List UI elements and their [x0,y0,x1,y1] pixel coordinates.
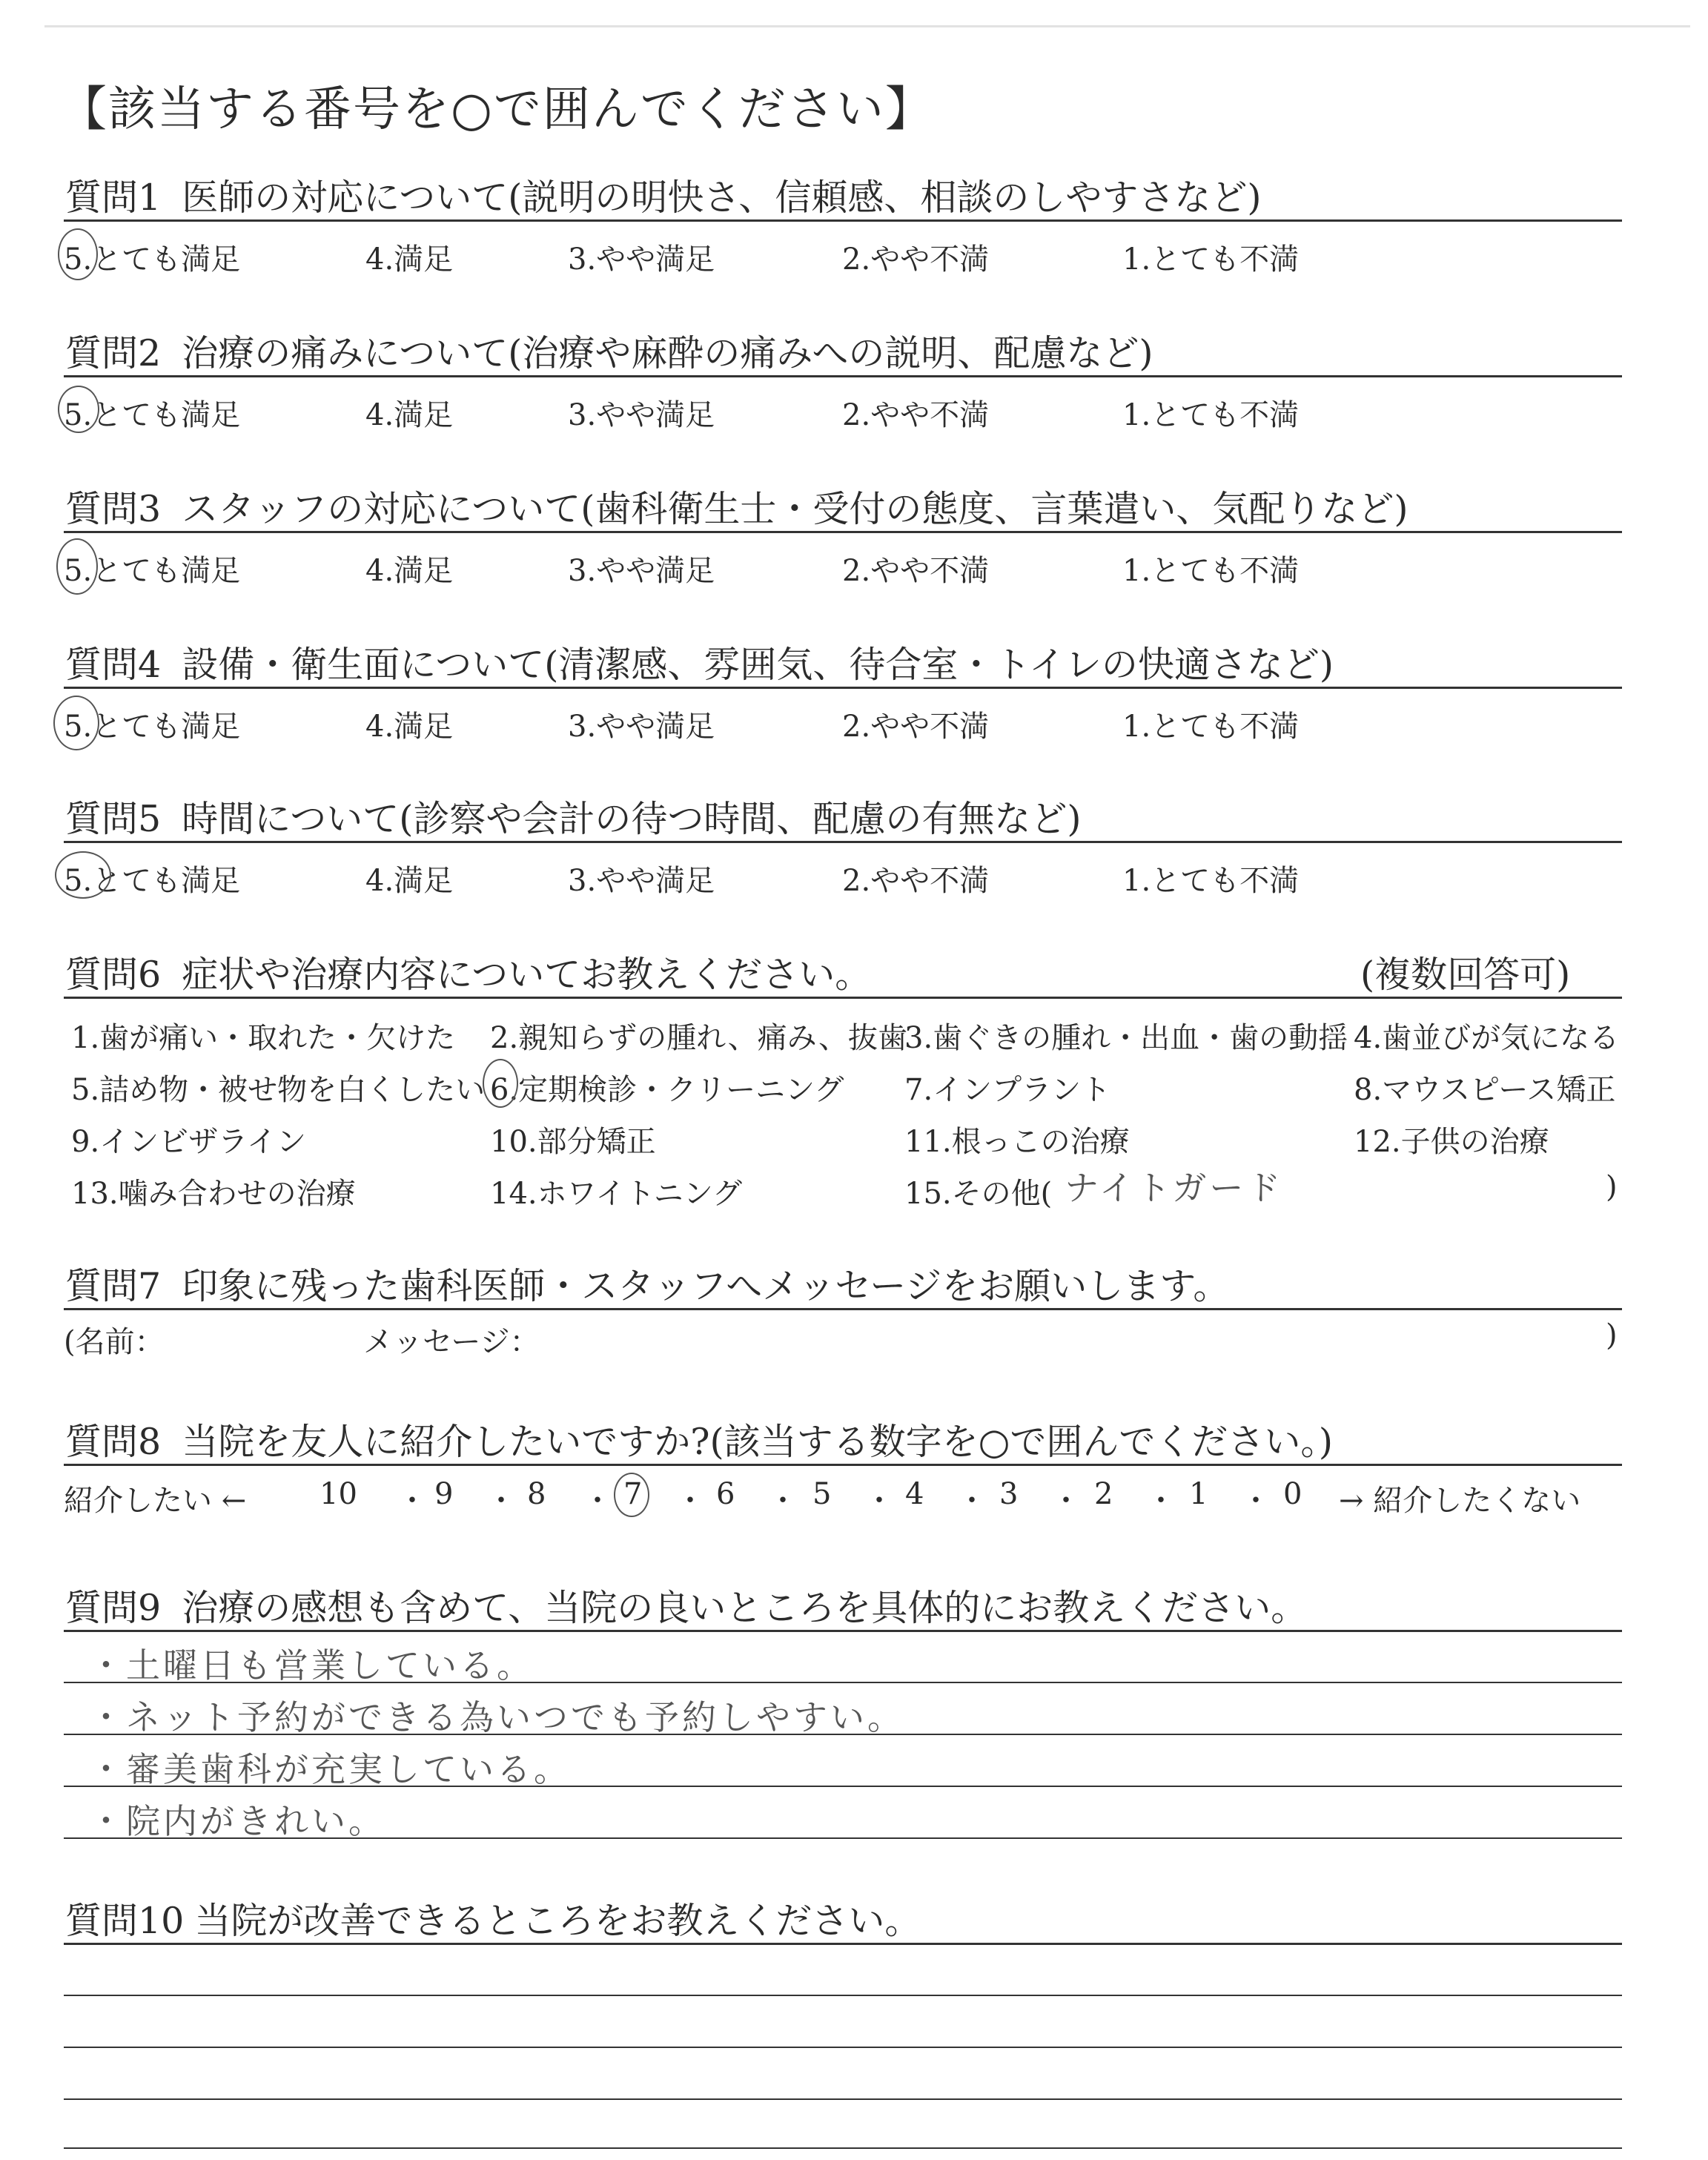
divider [64,1943,1622,1945]
option-2[interactable]: 2.親知らずの腫れ、痛み、抜歯 [490,1021,907,1055]
question-text: 治療の痛みについて(治療や麻酔の痛みへの説明、配慮など) [182,332,1153,374]
question-text: 時間について(診察や会計の待つ時間、配慮の有無など) [182,798,1082,840]
option-13[interactable]: 13.噛み合わせの治療 [71,1177,356,1211]
question-1 [65,169,1622,221]
selection-circle [614,1473,649,1517]
option-4[interactable]: 4.満足 [365,864,454,898]
question-text: 当院が改善できるところをお教えください。 [194,1900,921,1942]
option-5[interactable]: 5.とても満足 [64,242,241,277]
option-6[interactable]: 6.定期検診・クリーニング [490,1073,844,1107]
scale-6[interactable]: 6 [716,1477,735,1511]
question-number: 質問10 [65,1900,185,1942]
question-number: 質問8 [65,1421,162,1463]
answer-line[interactable] [64,2147,1622,2149]
question-text: 当院を友人に紹介したいですか?(該当する数字を○で囲んでください。) [182,1421,1333,1463]
q3-options [64,547,1621,592]
divider [64,841,1622,843]
option-2[interactable]: 2.やや不満 [842,398,990,432]
option-5[interactable]: 5.詰め物・被せ物を白くしたい [71,1073,486,1107]
q5-options [64,857,1621,902]
option-2[interactable]: 2.やや不満 [842,242,990,277]
selection-circle [58,386,99,433]
option-1[interactable]: 1.とても不満 [1122,242,1300,277]
scale-2[interactable]: 2 [1094,1477,1113,1511]
recommend-right-label: → 紹介したくない [1339,1484,1581,1518]
scale-1[interactable]: 1 [1189,1477,1208,1511]
instruction-header: 【該当する番号を○で囲んでください】 [59,82,934,137]
divider [64,1464,1622,1466]
option-4[interactable]: 4.歯並びが気になる [1354,1021,1620,1055]
divider [64,687,1622,689]
option-1[interactable]: 1.とても不満 [1122,864,1300,898]
option-3[interactable]: 3.やや満足 [568,710,715,744]
option-3[interactable]: 3.やや満足 [568,242,715,277]
recommend-scale: 紹介したい ← 10 ・ 9 ・ 8 ・ 7 ・ 6 ・ 5 ・ 4 ・ 3 ・ 2 ・ 1 ・ 0 → 紹介したくない [64,1477,1628,1522]
message-close-paren: ) [1606,1318,1618,1353]
q1-options [64,236,1621,280]
option-7[interactable]: 7.インプラント [904,1073,1111,1107]
selection-circle [56,538,98,595]
question-text: 印象に残った歯科医師・スタッフへメッセージをお願いします。 [182,1265,1230,1307]
option-1[interactable]: 1.歯が痛い・取れた・欠けた [71,1021,456,1055]
option-5[interactable]: 5.とても満足 [64,710,241,744]
name-label: (名前： [64,1325,165,1359]
option-9[interactable]: 9.インビザライン [71,1125,306,1159]
option-3[interactable]: 3.やや満足 [568,398,715,432]
option-2[interactable]: 2.やや不満 [842,554,990,588]
scale-7[interactable]: 7 [623,1477,643,1511]
scale-9[interactable]: 9 [434,1477,454,1511]
answer-line[interactable] [64,1995,1622,1996]
selection-circle [58,228,98,280]
question-3 [65,480,1622,532]
question-text: 症状や治療内容についてお教えください。 [182,954,872,996]
option-5[interactable]: 5.とても満足 [64,554,241,588]
question-4 [65,636,1622,688]
question-10 [65,1892,1622,1944]
divider [64,1630,1622,1632]
option-14[interactable]: 14.ホワイトニング [490,1177,743,1211]
question-number: 質問6 [65,954,162,996]
answer-4-handwritten[interactable]: ・院内がきれい。 [89,1801,385,1841]
top-border [44,25,1690,27]
option-3[interactable]: 3.やや満足 [568,864,715,898]
divider [64,375,1622,377]
question-text: スタッフの対応について(歯科衛生士・受付の態度、言葉遣い、気配りなど) [182,488,1409,530]
question-number: 質問4 [65,644,162,686]
answer-1-handwritten[interactable]: ・土曜日も営業している。 [89,1645,534,1685]
option-2[interactable]: 2.やや不満 [842,710,990,744]
option-4[interactable]: 4.満足 [365,242,454,277]
question-number: 質問9 [65,1587,162,1629]
message-label: メッセージ： [363,1325,540,1359]
scale-4[interactable]: 4 [905,1477,924,1511]
question-number: 質問7 [65,1265,162,1307]
scale-5[interactable]: 5 [812,1477,832,1511]
option-4[interactable]: 4.満足 [365,710,454,744]
question-text: 治療の感想も含めて、当院の良いところを具体的にお教えください。 [182,1587,1308,1629]
option-12[interactable]: 12.子供の治療 [1354,1125,1549,1159]
option-11[interactable]: 11.根っこの治療 [904,1125,1130,1159]
q7-answer-row [64,1318,1621,1363]
option-8[interactable]: 8.マウスピース矯正 [1354,1073,1616,1107]
answer-line[interactable] [64,2047,1622,2048]
option-5[interactable]: 5.とても満足 [64,864,241,898]
divider [64,531,1622,533]
scale-0[interactable]: 0 [1283,1477,1302,1511]
question-number: 質問5 [65,798,162,840]
scale-10[interactable]: 10 [320,1477,357,1511]
question-7 [65,1258,1622,1309]
scale-8[interactable]: 8 [527,1477,546,1511]
other-close-paren: ) [1606,1170,1618,1204]
recommend-left-label: 紹介したい ← [64,1484,247,1518]
option-5[interactable]: 5.とても満足 [64,398,241,432]
option-4[interactable]: 4.満足 [365,398,454,432]
divider [64,1308,1622,1310]
option-4[interactable]: 4.満足 [365,554,454,588]
scale-3[interactable]: 3 [999,1477,1019,1511]
option-1[interactable]: 1.とても不満 [1122,398,1300,432]
option-10[interactable]: 10.部分矯正 [490,1125,656,1159]
question-8 [65,1413,1622,1465]
question-number: 質問1 [65,176,162,219]
question-text: 設備・衛生面について(清潔感、雰囲気、待合室・トイレの快適さなど) [182,644,1334,686]
question-2 [65,325,1622,377]
question-9 [65,1579,1622,1631]
answer-3-handwritten[interactable]: ・審美歯科が充実している。 [89,1749,571,1789]
multiple-answer-note: (複数回答可) [1360,954,1571,996]
selection-circle [483,1059,518,1108]
question-text: 医師の対応について(説明の明快さ、信頼感、相談のしやすさなど) [182,176,1262,219]
question-number: 質問2 [65,332,162,374]
option-3[interactable]: 3.やや満足 [568,554,715,588]
question-5 [65,790,1622,842]
option-3[interactable]: 3.歯ぐきの腫れ・出血・歯の動揺 [904,1021,1348,1055]
option-15[interactable]: 15.その他( [904,1177,1053,1211]
divider [64,997,1622,999]
question-number: 質問3 [65,488,162,530]
q4-options [64,703,1621,747]
other-answer-handwritten[interactable]: ナイトガード [1065,1168,1284,1208]
divider [64,219,1622,222]
option-2[interactable]: 2.やや不満 [842,864,990,898]
answer-2-handwritten[interactable]: ・ネット予約ができる為いつでも予約しやすい。 [89,1697,904,1737]
option-1[interactable]: 1.とても不満 [1122,710,1300,744]
q2-options [64,392,1621,436]
answer-line[interactable] [64,2098,1622,2100]
selection-circle [53,696,99,750]
option-1[interactable]: 1.とても不満 [1122,554,1300,588]
selection-circle [55,851,111,899]
